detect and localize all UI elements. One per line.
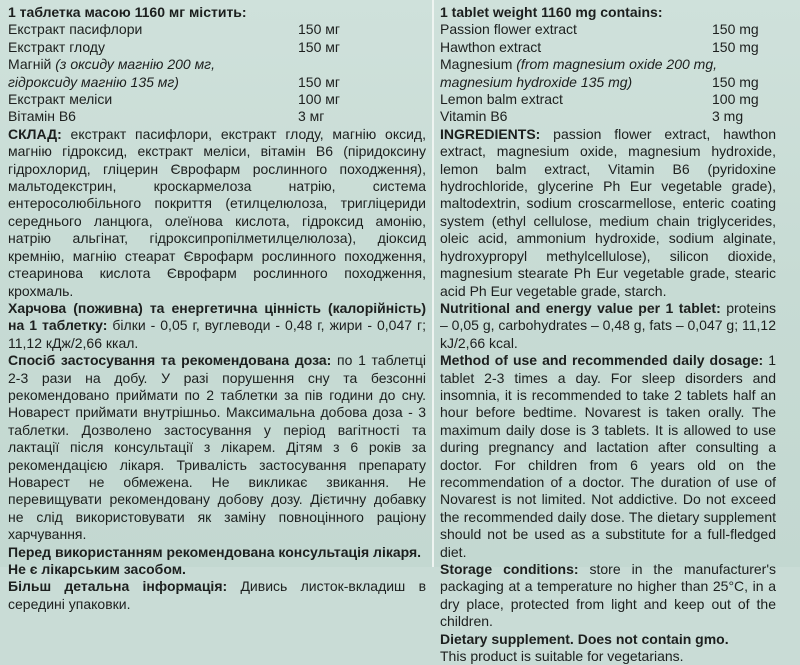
ua-energy-paragraph xyxy=(8,300,426,352)
en-method-heading: Method of use and recommended daily dosage: xyxy=(440,352,764,369)
en-ingredient-row xyxy=(440,91,776,108)
en-nutrition-heading: Nutritional and energy value per 1 tablet: xyxy=(440,299,721,316)
en-method-paragraph xyxy=(440,352,776,561)
en-storage-paragraph xyxy=(440,561,776,631)
ua-ingredient-name: Вітамін В6 xyxy=(8,108,76,125)
ua-consult-note: Перед використанням рекомендована консультація лікаря. xyxy=(8,543,422,560)
en-composition-title: 1 tablet weight 1160 mg contains: xyxy=(440,4,663,20)
ua-ingredient-name: Екстракт пасифлори xyxy=(8,21,143,38)
en-ingredient-value: 3 mg xyxy=(712,108,744,125)
ua-composition-text: екстракт пасифлори, екстракт глоду, магнію оксид, магнію гідроксид, екстракт меліси, вітамін В6 (піридоксину гідрохлорид, гліцерин Єврофарм рослинного походження), мальтодекстрин, кроскармелоза натрію, система ентеросолюбільного покриття (етилцелюлоза, тригліцериди середнього ланцюга, олеїнова кислота, гідроксид амонію, натрію альгінат, гідроксипропілметилцелюлоза), діоксид кремнію, магнію стеарат Єврофарм рослинного походження, стеаринова кислота Єврофарм рослинного походження, крохмаль. xyxy=(8,125,426,299)
ua-ingredient-name: Екстракт глоду xyxy=(8,38,105,55)
ua-ingredient-row xyxy=(8,108,426,125)
ua-ingredient-row xyxy=(8,39,426,56)
en-vegetarian-note: This product is suitable for vegetarians. xyxy=(440,648,684,665)
en-storage-heading: Storage conditions: xyxy=(440,561,579,577)
en-ingredient-name: Hawthon extract xyxy=(440,38,542,55)
en-ingredients-paragraph xyxy=(440,126,776,300)
ua-composition-paragraph xyxy=(8,126,426,300)
ua-ingredient-row xyxy=(8,21,426,38)
en-ingredient-name: Lemon balm extract xyxy=(440,91,563,108)
ua-ingredient-value: 3 мг xyxy=(298,108,325,125)
en-ingredients-heading: INGREDIENTS: xyxy=(440,125,541,142)
en-ingredient-row xyxy=(440,39,776,56)
en-ingredient-value: 150 mg xyxy=(712,21,759,38)
en-ingredient-row xyxy=(440,21,776,38)
ua-composition-heading: СКЛАД: xyxy=(8,125,62,142)
ua-energy-heading: Харчова (поживна) та енергетична цінність (калорійність) на 1 таблетку: xyxy=(8,299,426,334)
en-ingredient-value: 100 mg xyxy=(712,91,759,108)
ua-ingredient-value: 150 мг xyxy=(298,21,340,38)
en-ingredient-row xyxy=(440,108,776,125)
ua-more-info-text: Дивись листок-вкладиш в середині упаковки. xyxy=(8,578,427,612)
english-column xyxy=(440,4,776,665)
ua-magnesium-row xyxy=(8,74,426,91)
ua-magnesium-line xyxy=(8,56,426,73)
en-storage-text: store in the manufacturer's packaging at a temperature no higher than 25°C, in a dry place, protected from light and keep out of the children. xyxy=(440,561,777,630)
ua-usage-paragraph xyxy=(8,352,426,543)
en-magnesium-line xyxy=(440,56,776,73)
en-magnesium-name: Magnesium xyxy=(440,56,513,73)
column-divider xyxy=(432,0,434,567)
en-ingredient-name: Passion flower extract xyxy=(440,21,577,38)
ua-more-info-heading: Більш детальна інформація: xyxy=(8,578,228,595)
en-ingredient-name: Vitamin B6 xyxy=(440,108,508,125)
en-magnesium-note-1: (from magnesium oxide 200 mg, xyxy=(516,56,718,73)
en-magnesium-row xyxy=(440,74,776,91)
en-dietary-note: Dietary supplement. Does not contain gmo. xyxy=(440,630,729,647)
en-ingredients-text: passion flower extract, hawthon extract, magnesium oxide, magnesium hydroxide, lemon balm extract, Vitamin B6 (pyridoxine hydrochloride, glycerine Ph Eur vegetable grade), maltodextrin, sodium croscarmellose, enteric coating system (ethyl cellulose, medium chain triglycerides, oleic acid, ammonium hydroxide, sodium alginate, hydroxypropyl methylcellulose), silicon dioxide, magnesium stearate Ph Eur vegetable grade, stearic acid Ph Eur vegetable grade, starch. xyxy=(440,125,777,299)
en-method-text: 1 tablet 2-3 times a day. For sleep disorders and insomnia, it is recommended to take 2 tablets half an hour before bedtime. Novarest is taken orally. The maximum daily dose is 3 tablets. It is allowed to use during pregnancy and lactation after consulting a doctor. For children from 6 years old on the recommendation of a doctor. The duration of use of Novarest is not limited. Not addictive. Do not exceed the recommended daily dose. The dietary supplement should not be used as a substitute for a full-fledged diet. xyxy=(440,352,777,560)
ua-ingredient-row xyxy=(8,91,426,108)
ua-magnesium-name: Магній xyxy=(8,56,52,73)
ua-magnesium-value: 150 мг xyxy=(298,73,340,90)
ua-usage-text: по 1 таблетці 2-3 рази на добу. У разі порушення сну та безсонні рекомендовано приймати по 2 таблетки за пів години до сну. Новарест приймати внутрішньо. Максимальна добова доза - 3 таблетки. Дозволено застосування у період вагітності та лактації після консультації з лікарем. Дітям з 6 років за рекомендацією лікаря. Тривалість застосування препарату Новарест не обмежена. Не викликає звикання. Не перевищувати рекомендовану добову дозу. Дієтичну добавку не слід використовувати як заміну повноцінного раціону харчування. xyxy=(8,352,426,543)
ua-composition-title: 1 таблетка масою 1160 мг містить: xyxy=(8,4,247,20)
ua-usage-heading: Спосіб застосування та рекомендована доза: xyxy=(8,352,332,369)
ukrainian-column xyxy=(8,4,426,613)
ua-magnesium-note-2: гідроксиду магнію 135 мг) xyxy=(8,73,179,90)
ua-energy-text: білки - 0,05 г, вуглеводи - 0,48 г, жири - 0,047 г; 11,12 кДж/2,66 ккал. xyxy=(8,317,427,351)
ua-not-medicine-note: Не є лікарським засобом. xyxy=(8,561,186,577)
ua-magnesium-note-1: (з оксиду магнію 200 мг, xyxy=(55,56,215,73)
en-nutrition-paragraph xyxy=(440,300,776,352)
ua-more-info-paragraph xyxy=(8,578,426,613)
ua-ingredient-name: Екстракт меліси xyxy=(8,91,113,108)
en-nutrition-text: proteins – 0,05 g, carbohydrates – 0,48 g, fats – 0,047 g; 11,12 kJ/2,66 kcal. xyxy=(440,299,776,351)
en-ingredient-value: 150 mg xyxy=(712,38,759,55)
en-magnesium-note-2: magnesium hydroxide 135 mg) xyxy=(440,73,633,90)
ua-ingredient-value: 100 мг xyxy=(298,91,340,108)
ua-ingredient-value: 150 мг xyxy=(298,38,340,55)
en-magnesium-value: 150 mg xyxy=(712,73,759,90)
